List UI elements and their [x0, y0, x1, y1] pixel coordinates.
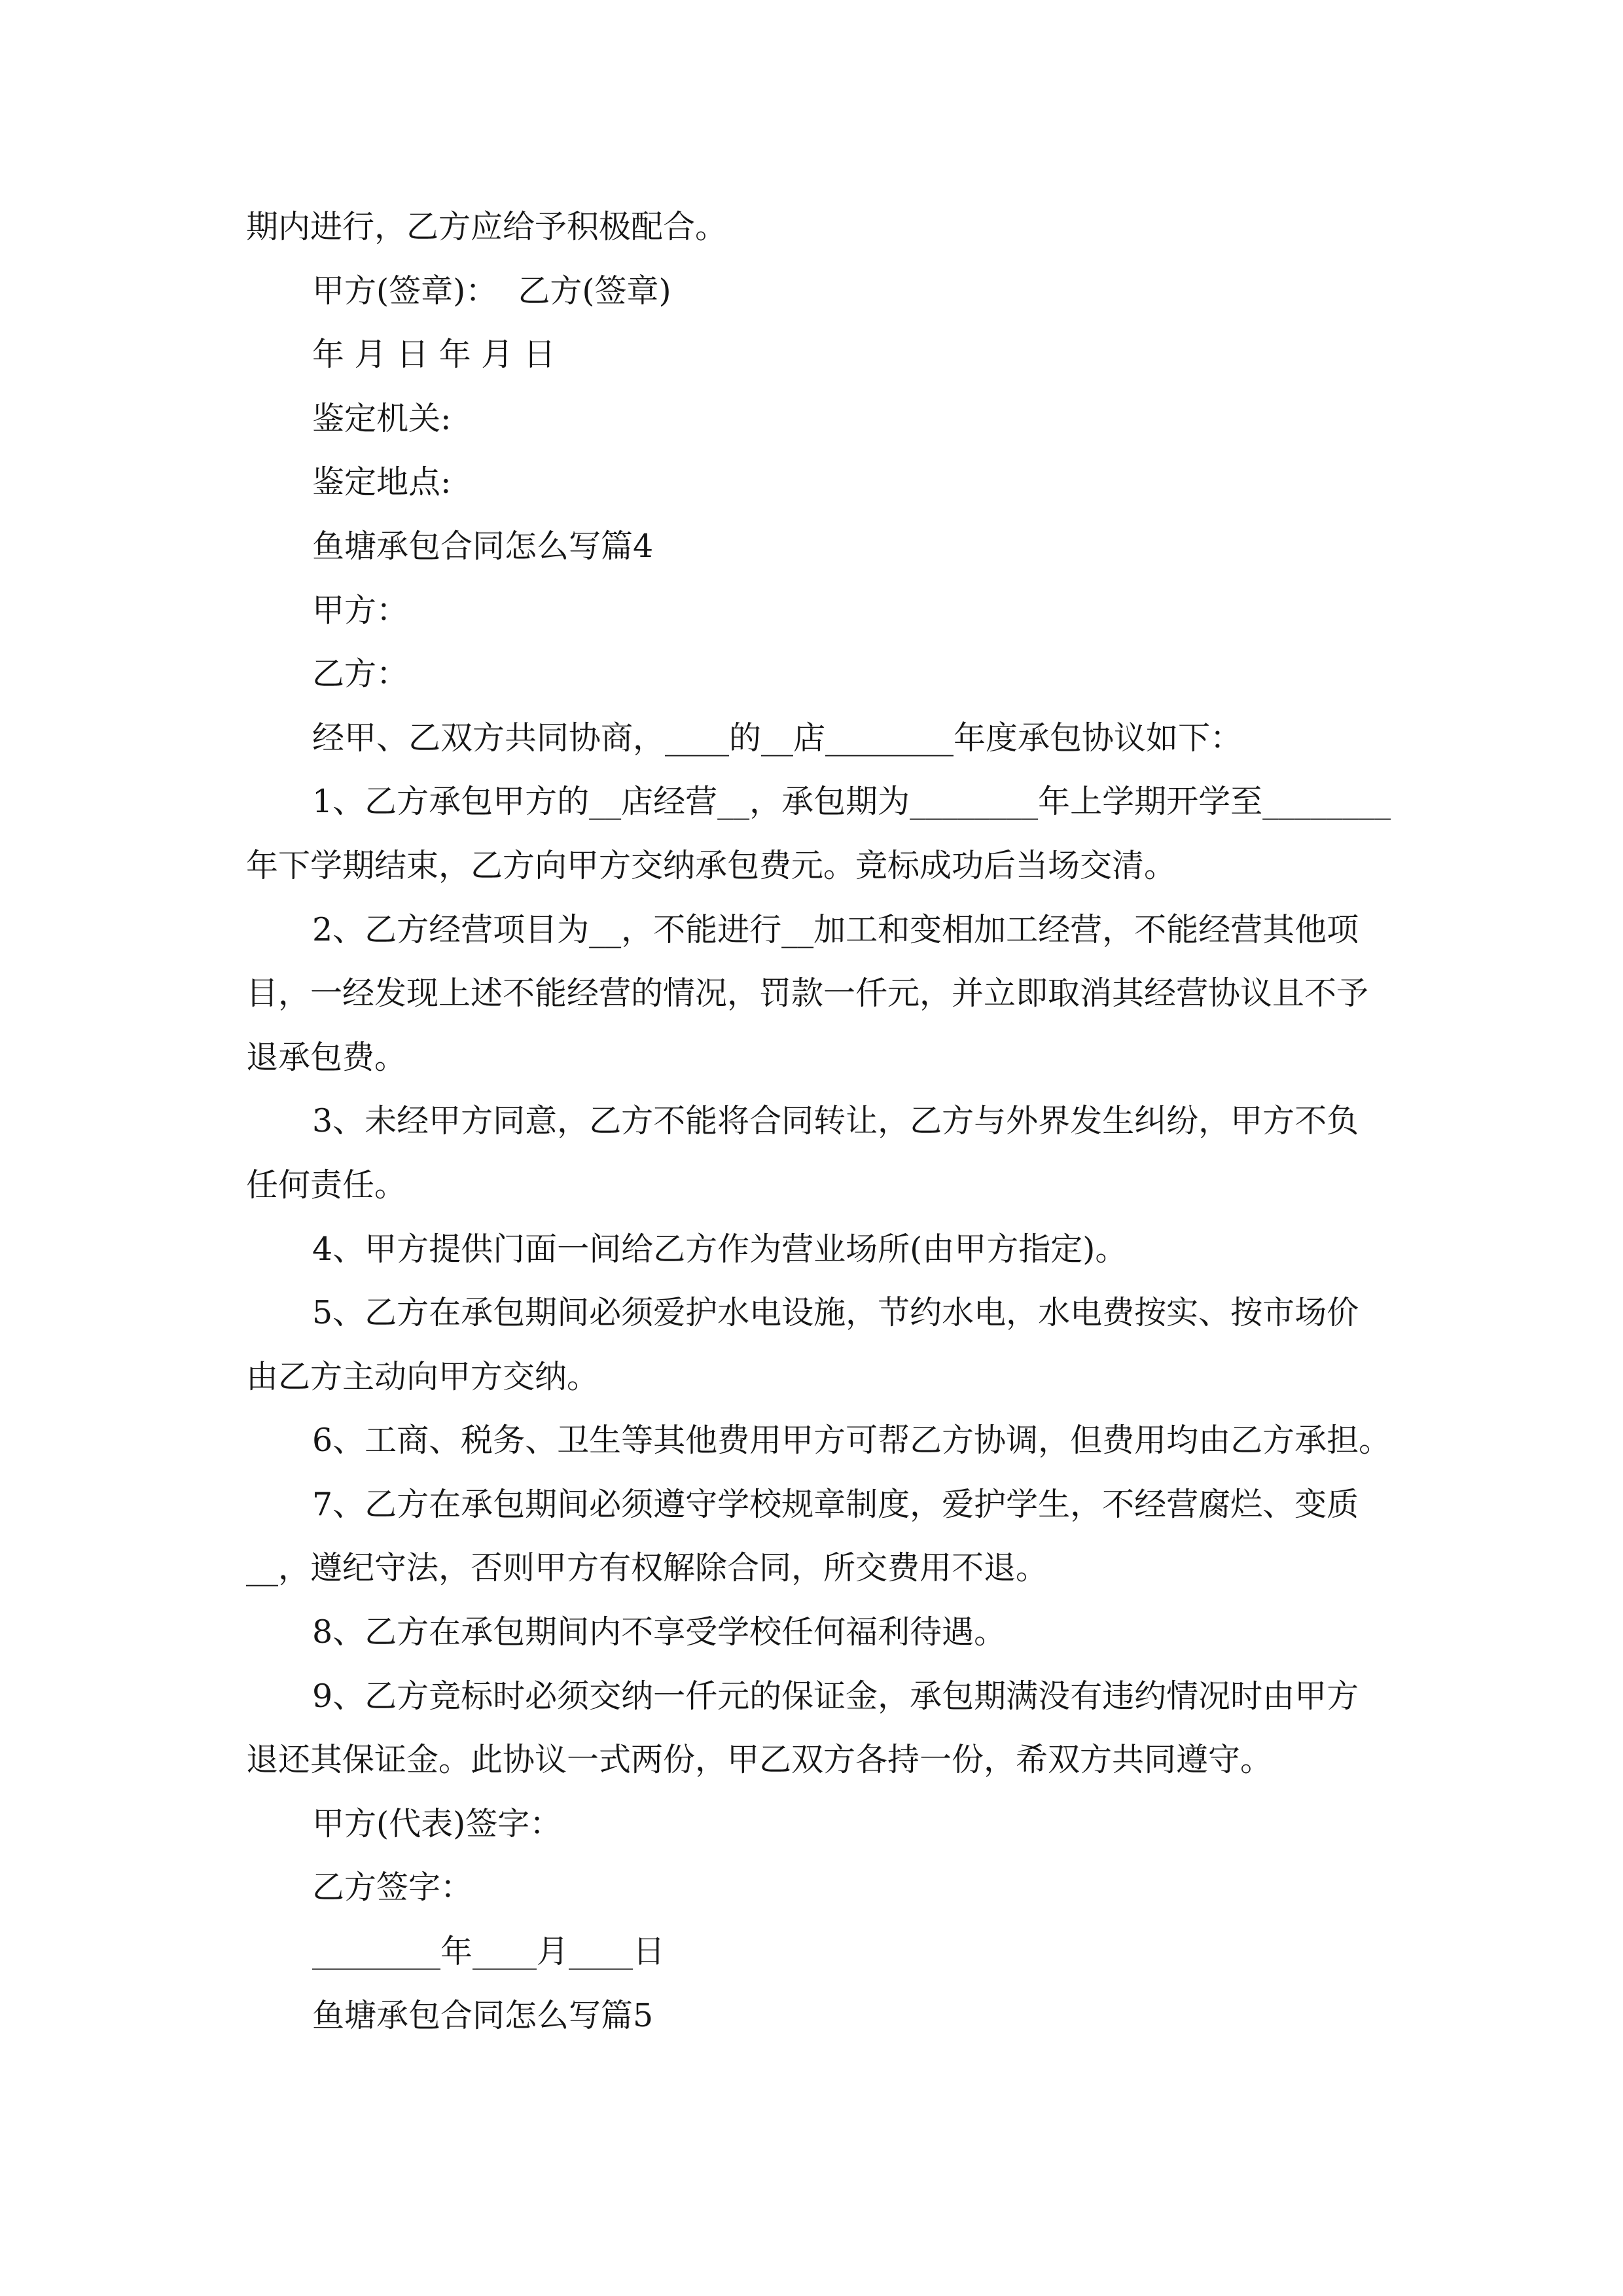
text-line: 退承包费。 — [246, 1038, 407, 1076]
text-line: 乙方： — [312, 655, 409, 693]
text-line: 期内进行，乙方应给予积极配合。 — [246, 208, 728, 245]
party-b-signature-label — [246, 1856, 1427, 1920]
party-a-signature-label — [246, 1792, 1427, 1856]
signature-date-line — [246, 1920, 1427, 1984]
text-line: 1、乙方承包甲方的__店经营__，承包期为________年上学期开学至________ — [312, 783, 1391, 821]
signature-row — [246, 259, 1427, 323]
clause-6 — [246, 1408, 1427, 1473]
text-line: 9、乙方竞标时必须交纳一仟元的保证金，承包期满没有违约情况时由甲方 — [312, 1677, 1359, 1715]
text-line: 甲方(签章)： 乙方(签章) — [312, 272, 671, 310]
continued-paragraph — [246, 195, 1427, 259]
text-line: 7、乙方在承包期间必须遵守学校规章制度，爱护学生，不经营腐烂、变质 — [312, 1485, 1359, 1523]
section-heading-5 — [246, 1984, 1427, 2048]
text-line: 经甲、乙双方共同协商，____的__店________年度承包协议如下： — [312, 719, 1243, 757]
text-line: 甲方(代表)签字： — [312, 1804, 562, 1842]
text-line: 2、乙方经营项目为__，不能进行__加工和变相加工经营，不能经营其他项 — [312, 910, 1359, 948]
text-line: 鉴定地点: — [312, 463, 452, 501]
text-line: 任何责任。 — [246, 1166, 407, 1204]
text-line: 8、乙方在承包期间内不享受学校任何福利待遇。 — [312, 1613, 1007, 1651]
text-line: 由乙方主动向甲方交纳。 — [246, 1357, 599, 1395]
text-line: 4、甲方提供门面一间给乙方作为营业场所(由甲方指定)。 — [312, 1230, 1128, 1268]
intro-paragraph — [246, 706, 1427, 770]
text-line: 年 月 日 年 月 日 — [312, 336, 556, 374]
text-line: 鱼塘承包合同怎么写篇4 — [312, 527, 654, 565]
text-line: ________年____月____日 — [312, 1933, 666, 1971]
text-line: 5、乙方在承包期间必须爱护水电设施，节约水电，水电费按实、按市场价 — [312, 1294, 1359, 1332]
party-b-label — [246, 642, 1427, 706]
text-line: 鱼塘承包合同怎么写篇5 — [312, 1996, 654, 2034]
text-line: 鉴定机关: — [312, 399, 452, 437]
clause-5 — [246, 1281, 1427, 1408]
date-row — [246, 323, 1427, 387]
clause-9 — [246, 1664, 1427, 1792]
text-line: 目，一经发现上述不能经营的情况，罚款一仟元，并立即取消其经营协议且不予 — [246, 975, 1369, 1013]
text-line: 甲方： — [312, 591, 409, 629]
appraisal-location-label — [246, 450, 1427, 514]
text-line: 年下学期结束，乙方向甲方交纳承包费元。竞标成功后当场交清。 — [246, 846, 1177, 884]
clause-7 — [246, 1473, 1427, 1600]
text-line: __，遵纪守法，否则甲方有权解除合同，所交费用不退。 — [246, 1549, 1048, 1587]
text-line: 乙方签字： — [312, 1869, 473, 1907]
clause-4 — [246, 1217, 1427, 1282]
clause-1 — [246, 770, 1427, 897]
text-line: 6、工商、税务、卫生等其他费用甲方可帮乙方协调，但费用均由乙方承担。 — [312, 1422, 1391, 1460]
text-line: 退还其保证金。此协议一式两份，甲乙双方各持一份，希双方共同遵守。 — [246, 1741, 1273, 1779]
section-heading-4 — [246, 514, 1427, 579]
text-line: 3、未经甲方同意，乙方不能将合同转让，乙方与外界发生纠纷，甲方不负 — [312, 1102, 1359, 1140]
clause-2 — [246, 898, 1427, 1090]
clause-3 — [246, 1089, 1427, 1217]
clause-8 — [246, 1600, 1427, 1664]
party-a-label — [246, 579, 1427, 643]
appraisal-authority-label — [246, 387, 1427, 451]
